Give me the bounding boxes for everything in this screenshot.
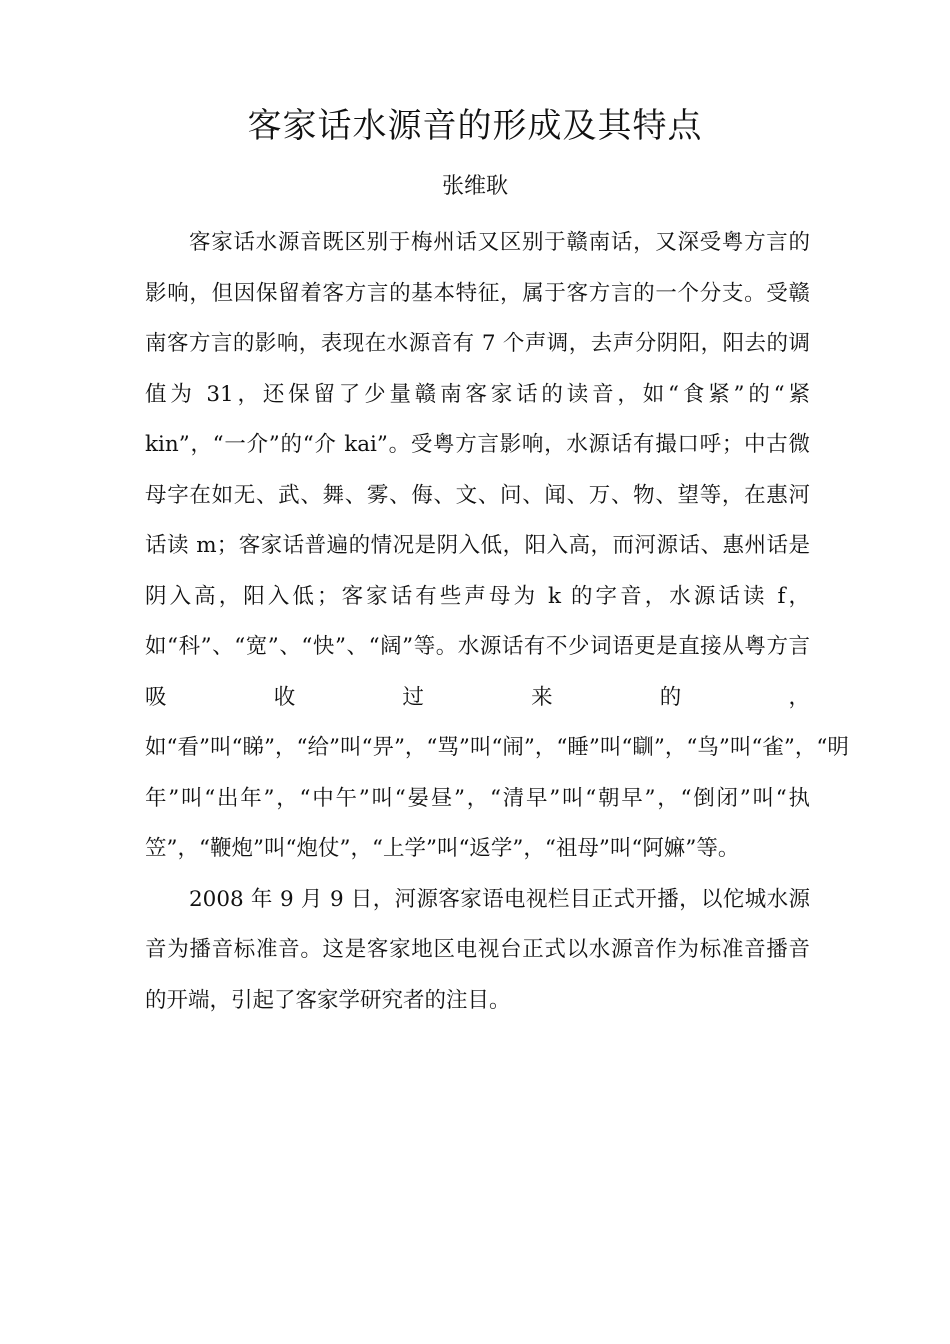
author-name: 张维耿 [441, 174, 508, 199]
body-paragraph-1: 客家话水源音既区别于梅州话又区别于赣南话，又深受粤方言的影响，但因保留着客方言的基本特征，属于客方言的一个分支。受赣南客方言的影响，表现在水源音有 7 个声调，去声分阴阳，阳去的调值为 31，还保留了少量赣南客家话的读音，如“食紧”的“紧 kin”，“一介”的“介 kai”。受粤方言影响，水源话有撮口呼；中古微母字在如无、武、舞、雾、侮、文、问、闻、万、物、望等，在惠河话读 m；客家话普遍的情况是阴入低，阳入高，而河源话、惠州话是阴入高，阳入低；客家话有些声母为 k 的字音，水源话读 f，如“科”、“宽”、“快”、“阔”等。水源话有不少词语更是直接从粤方言吸收过来的，如“看”叫“睇”，“给”叫“畀”，“骂”叫“闹”，“睡”叫“瞓”，“鸟”叫“雀”，“明年”叫“出年”，“中午”叫“晏昼”，“清早”叫“朝早”，“倒闭”叫“执笠”，“鞭炮”叫“炮仗”，“上学”叫“返学”，“祖母”叫“阿嫲”等。 [145, 230, 849, 861]
body-paragraph-2: 2008 年 9 月 9 日，河源客家语电视栏目正式开播，以佗城水源音为播音标准音。这是客家地区电视台正式以水源音作为标准音播音的开端，引起了客家学研究者的注目。 [145, 886, 810, 1013]
document-title: 客家话水源音的形成及其特点 [247, 106, 703, 146]
document-body [145, 218, 849, 1026]
